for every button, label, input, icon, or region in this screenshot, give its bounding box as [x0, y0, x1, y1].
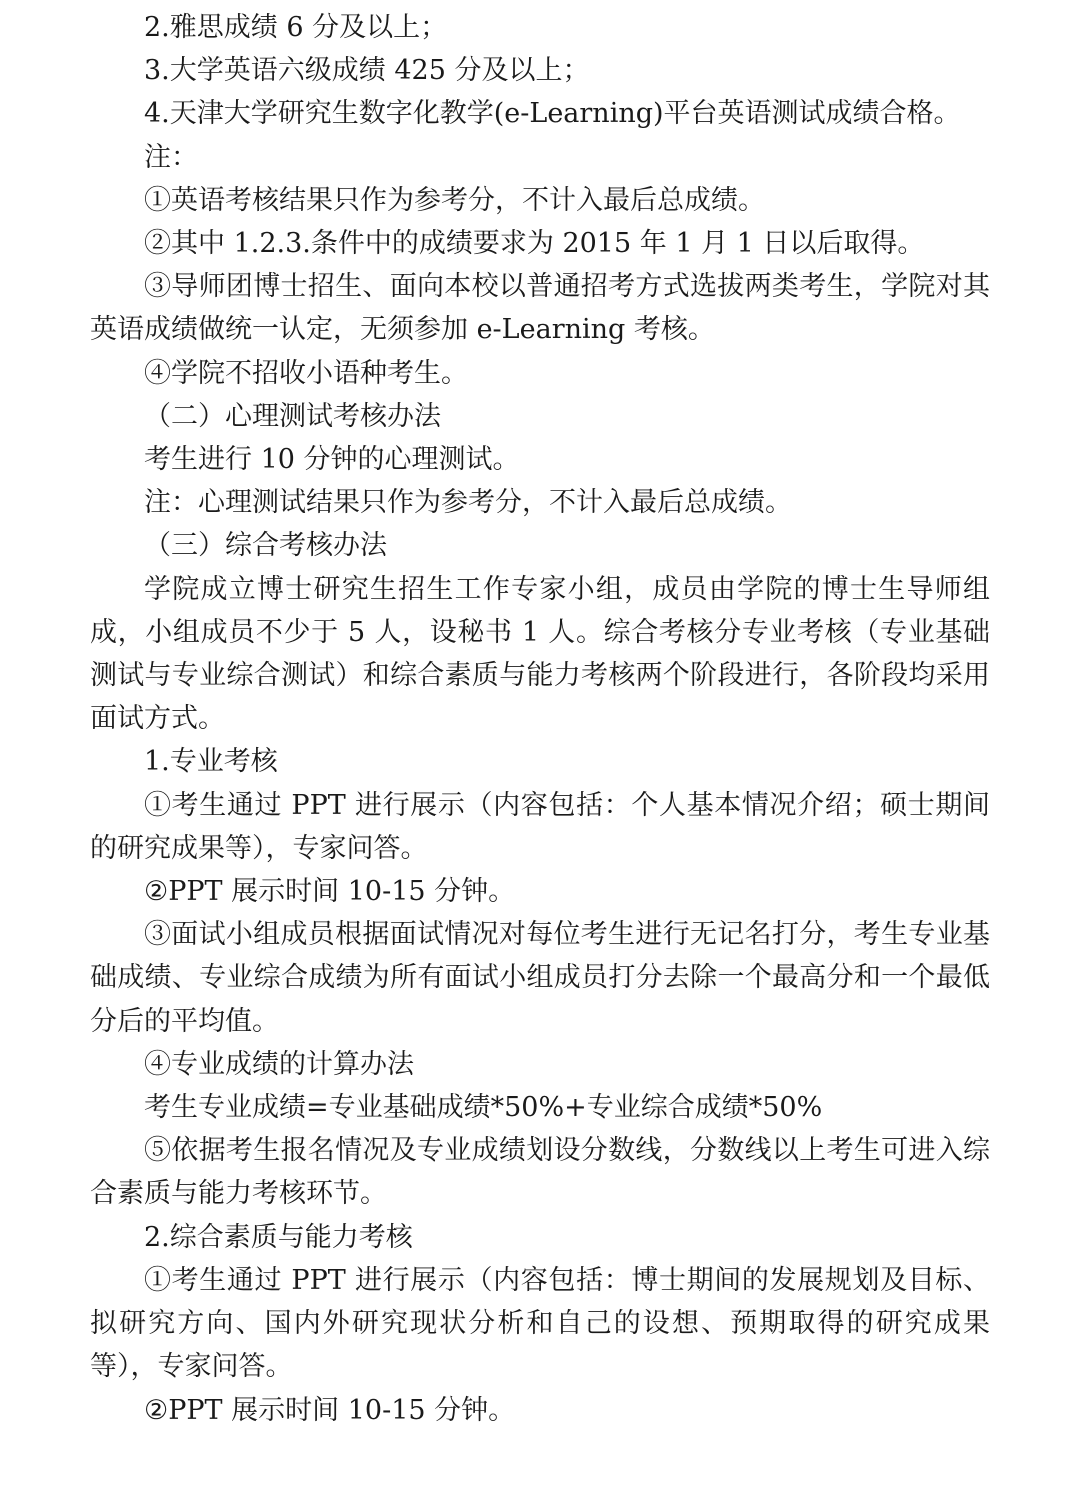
note-item-1: ①英语考核结果只作为参考分，不计入最后总成绩。 — [144, 184, 765, 216]
subsection-heading-professional: 1.专业考核 — [144, 746, 278, 778]
ielts-requirement: 2.雅思成绩 6 分及以上； — [144, 12, 448, 43]
professional-item-4: ④专业成绩的计算办法 — [144, 1048, 414, 1080]
section-heading-psych-test: （二）心理测试考核办法 — [144, 400, 441, 432]
section-heading-comprehensive: （三）综合考核办法 — [144, 530, 387, 562]
professional-item-1: ①考生通过 PPT 进行展示（内容包括：个人基本情况介绍；硕士期间的研究成果等），专家问答。 — [90, 789, 990, 864]
note-item-2: ②其中 1.2.3.条件中的成绩要求为 2015 年 1 月 1 日以后取得。 — [144, 228, 925, 260]
subsection-heading-ability: 2.综合素质与能力考核 — [144, 1221, 413, 1253]
cet6-requirement: 3.大学英语六级成绩 425 分及以上； — [144, 55, 590, 87]
professional-item-5: ⑤依据考生报名情况及专业成绩划设分数线，分数线以上考生可进入综合素质与能力考核环节。 — [90, 1135, 990, 1210]
professional-item-2: ②PPT 展示时间 10-15 分钟。 — [144, 876, 516, 908]
psych-test-desc: 考生进行 10 分钟的心理测试。 — [144, 444, 520, 476]
ability-item-2: ②PPT 展示时间 10-15 分钟。 — [144, 1394, 516, 1426]
expert-panel-desc: 学院成立博士研究生招生工作专家小组，成员由学院的博士生导师组成，小组成员不少于 5 人，设秘书 1 人。综合考核分专业考核（专业基础测试与专业综合测试）和综合素质与能力考核两个阶段进行，各阶段均采用面试方式。 — [90, 573, 990, 735]
psych-test-note: 注：心理测试结果只作为参考分，不计入最后总成绩。 — [144, 487, 792, 519]
note-label: 注： — [144, 141, 198, 173]
professional-item-3: ③面试小组成员根据面试情况对每位考生进行无记名打分，考生专业基础成绩、专业综合成绩为所有面试小组成员打分去除一个最高分和一个最低分后的平均值。 — [90, 919, 990, 1037]
note-item-4: ④学院不招收小语种考生。 — [144, 357, 468, 389]
elearning-requirement: 4.天津大学研究生数字化教学(e-Learning)平台英语测试成绩合格。 — [144, 98, 961, 130]
note-item-3: ③导师团博士招生、面向本校以普通招考方式选拔两类考生，学院对其英语成绩做统一认定，无须参加 e-Learning 考核。 — [90, 271, 990, 346]
ability-item-1: ①考生通过 PPT 进行展示（内容包括：博士期间的发展规划及目标、拟研究方向、国内外研究现状分析和自己的设想、预期取得的研究成果等），专家问答。 — [90, 1264, 990, 1383]
document-page — [90, 6, 990, 1432]
score-formula: 考生专业成绩=专业基础成绩*50%+专业综合成绩*50% — [144, 1092, 823, 1124]
